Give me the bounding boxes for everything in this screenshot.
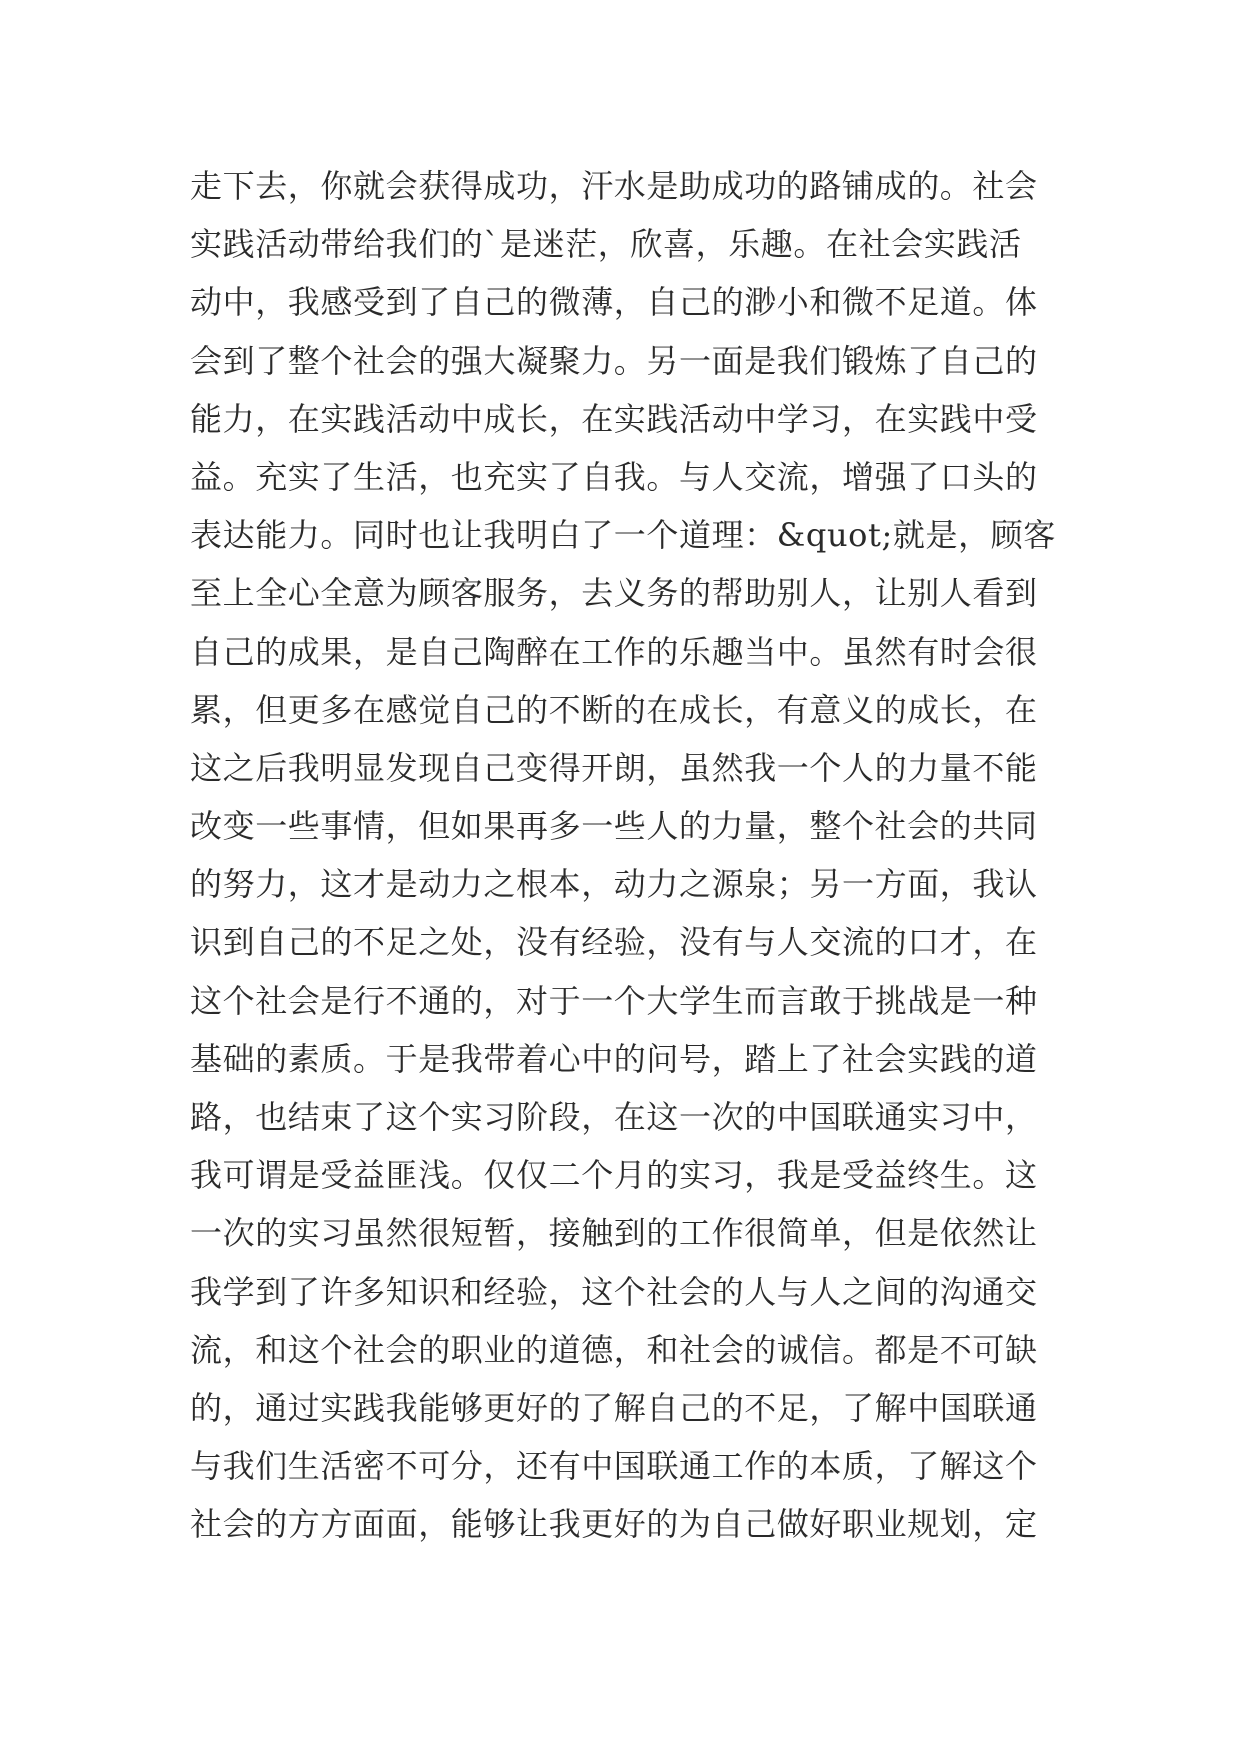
text-line: 我学到了许多知识和经验，这个社会的人与人之间的沟通交 bbox=[190, 1272, 1038, 1311]
text-line: 实践活动带给我们的`是迷茫，欣喜，乐趣。在社会实践活 bbox=[190, 225, 1022, 264]
text-line: 的努力，这才是动力之根本，动力之源泉；另一方面，我认 bbox=[190, 865, 1038, 904]
text-line: 基础的素质。于是我带着心中的问号，踏上了社会实践的道 bbox=[190, 1039, 1038, 1078]
text-line: 至上全心全意为顾客服务，去义务的帮助别人，让别人看到 bbox=[190, 574, 1038, 613]
body-text bbox=[190, 157, 1080, 1554]
text-line: 的，通过实践我能够更好的了解自己的不足，了解中国联通 bbox=[190, 1388, 1038, 1427]
text-line: 会到了整个社会的强大凝聚力。另一面是我们锻炼了自己的 bbox=[190, 341, 1038, 380]
text-line: 与我们生活密不可分，还有中国联通工作的本质，了解这个 bbox=[190, 1447, 1038, 1486]
text-line: 益。充实了生活，也充实了自我。与人交流，增强了口头的 bbox=[190, 457, 1038, 496]
text-line: 能力，在实践活动中成长，在实践活动中学习，在实践中受 bbox=[190, 399, 1038, 438]
text-line: 改变一些事情，但如果再多一些人的力量，整个社会的共同 bbox=[190, 807, 1038, 846]
text-line: 路，也结束了这个实习阶段，在这一次的中国联通实习中， bbox=[190, 1098, 1038, 1136]
text-line: 走下去，你就会获得成功，汗水是助成功的路铺成的。社会 bbox=[190, 167, 1038, 205]
text-line: 识到自己的不足之处，没有经验，没有与人交流的口才，在 bbox=[190, 923, 1038, 962]
text-line: 表达能力。同时也让我明白了一个道理：&quot;就是，顾客 bbox=[190, 516, 1056, 555]
text-line: 一次的实习虽然很短暂，接触到的工作很简单，但是依然让 bbox=[190, 1214, 1038, 1253]
text-line: 这之后我明显发现自己变得开朗，虽然我一个人的力量不能 bbox=[190, 748, 1038, 787]
text-line: 自己的成果，是自己陶醉在工作的乐趣当中。虽然有时会很 bbox=[190, 632, 1038, 671]
text-line: 我可谓是受益匪浅。仅仅二个月的实习，我是受益终生。这 bbox=[190, 1156, 1038, 1195]
text-line: 这个社会是行不通的，对于一个大学生而言敢于挑战是一种 bbox=[190, 981, 1038, 1020]
text-line: 动中，我感受到了自己的微薄，自己的渺小和微不足道。体 bbox=[190, 283, 1038, 322]
text-line: 流，和这个社会的职业的道德，和社会的诚信。都是不可缺 bbox=[190, 1330, 1038, 1369]
text-line: 社会的方方面面，能够让我更好的为自己做好职业规划，定 bbox=[190, 1505, 1038, 1544]
text-line: 累，但更多在感觉自己的不断的在成长，有意义的成长，在 bbox=[190, 690, 1038, 729]
